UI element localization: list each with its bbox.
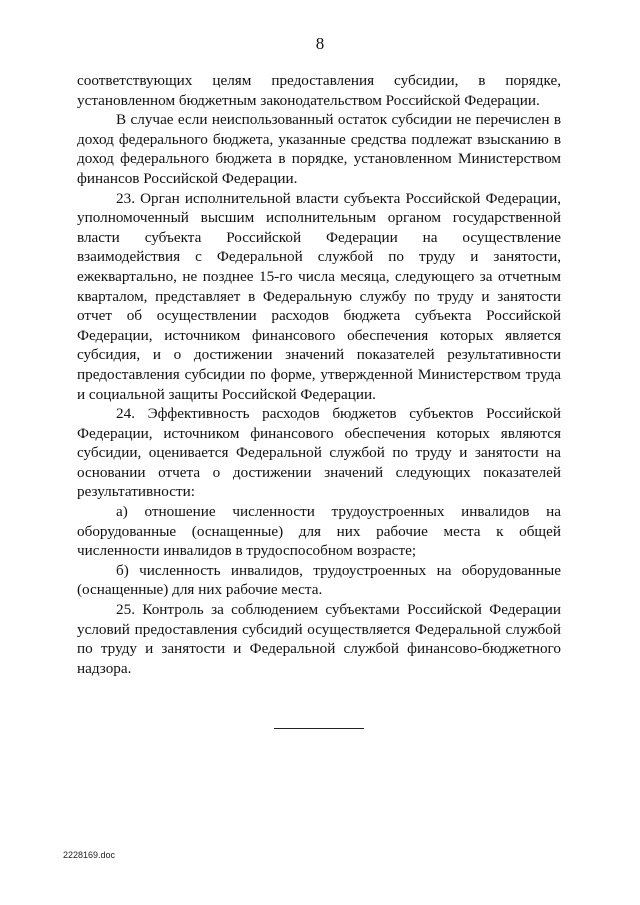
paragraph-24-a: а) отношение численности трудоустроенных инвалидов на оборудованные (оснащенные) для них рабочие места к общей численности инвалидов в трудоспособном возрасте;: [77, 503, 561, 560]
end-of-document-rule: [274, 728, 364, 729]
paragraph-continuation: соответствующих целям предоставления субсидии, в порядке, установленном бюджетным законодательством Российской Федерации.: [77, 72, 561, 109]
paragraph-unused-balance: В случае если неиспользованный остаток субсидии не перечислен в доход федерального бюджета, указанные средства подлежат взысканию в доход федерального бюджета в порядке, установленном Министерством финансов Российской Федерации.: [77, 111, 561, 187]
paragraph-25: 25. Контроль за соблюдением субъектами Российской Федерации условий предоставления субсидий осуществляется Федеральной службой по труду и занятости и Федеральной службой финансово-бюджетного надзора.: [77, 601, 561, 677]
paragraph-23: 23. Орган исполнительной власти субъекта Российской Федерации, уполномоченный высшим исполнительным органом государственной власти субъекта Российской Федерации на осуществление взаимодействия с Федеральной службой по труду и занятости, ежеквартально, не позднее 15-го числа месяца, следующего за отчетным кварталом, представляет в Федеральную службу по труду и занятости отчет об осуществлении расходов бюджета субъекта Российской Федерации, источником финансового обеспечения которых является субсидия, и о достижении значений показателей результативности предоставления субсидии по форме, утвержденной Министерством труда и социальной защиты Российской Федерации.: [77, 189, 561, 403]
page-number: 8: [315, 34, 325, 53]
paragraph-24: 24. Эффективность расходов бюджетов субъектов Российской Федерации, источником финансового обеспечения которых являются субсидии, оценивается Федеральной службой по труду и занятости на основании отчета о достижении значений следующих показателей результативности:: [77, 405, 561, 501]
paragraph-24-b: б) численность инвалидов, трудоустроенных на оборудованные (оснащенные) для них рабочие места.: [77, 561, 561, 599]
document-body: [77, 71, 561, 678]
document-file-id: 2228169.doc: [63, 850, 116, 860]
